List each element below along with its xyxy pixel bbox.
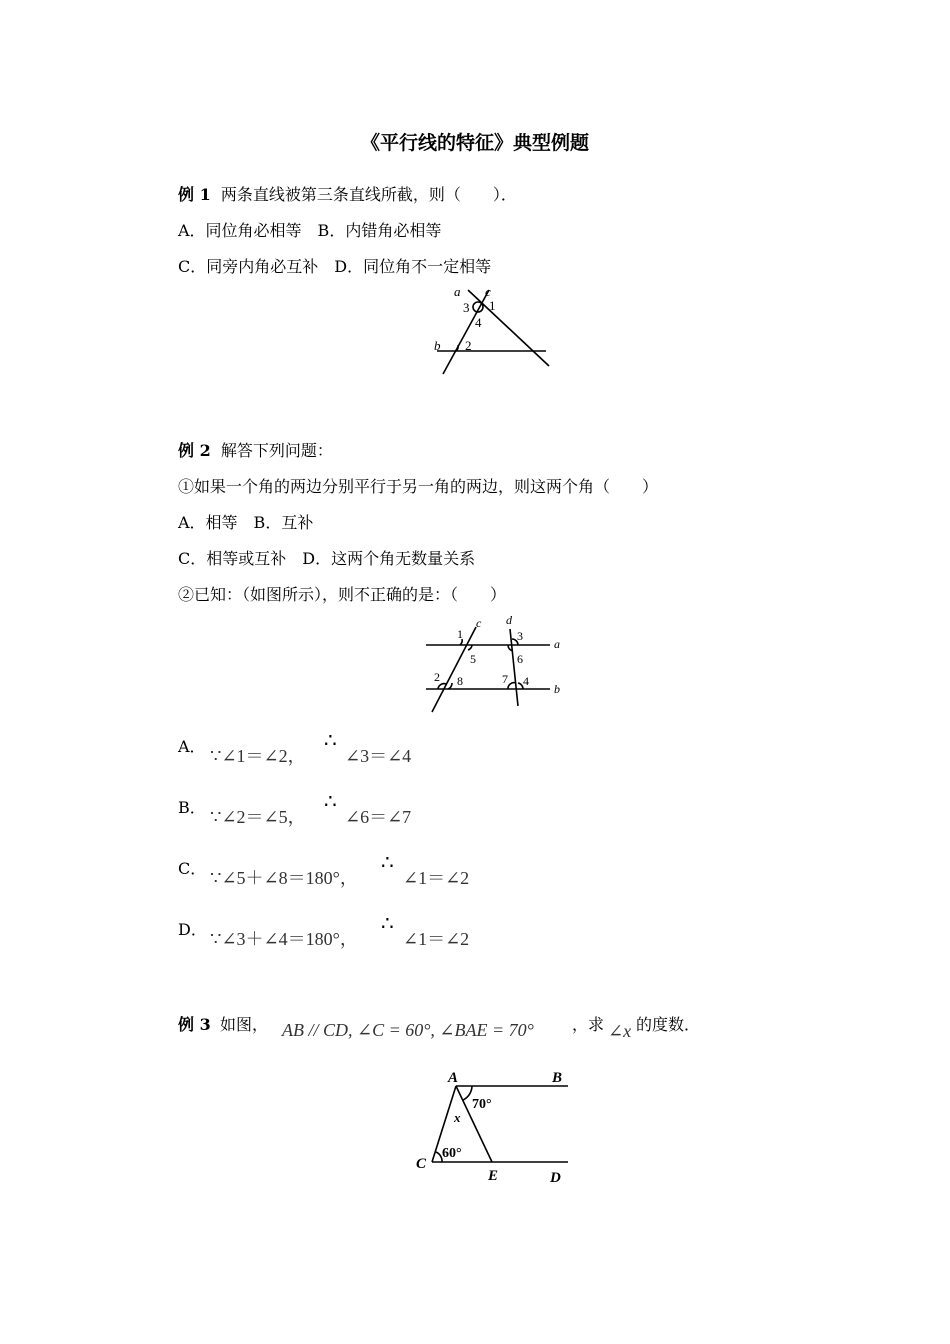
choice-because: ∵∠5＋∠8＝180°，	[210, 868, 358, 888]
fig2-label-8: 8	[457, 674, 463, 688]
angle-mark-8	[448, 683, 452, 689]
fig3-label-x: x	[454, 1110, 461, 1125]
ex1-options-cd: C．同旁内角必互补 D．同位角不一定相等	[178, 257, 492, 276]
fig2-label-c: c	[476, 616, 482, 630]
fig1-label-1: 1	[489, 298, 496, 313]
choice-letter: D．	[178, 920, 207, 939]
ex3-target: ∠x	[608, 1021, 632, 1041]
fig2-label-6: 6	[517, 652, 523, 666]
ex1-figure	[428, 284, 558, 380]
ex2-label: 例 2	[178, 441, 211, 460]
fig1-label-2: 2	[465, 338, 472, 353]
ex3-mid: ，求	[572, 1015, 605, 1034]
fig3-angle-70: 70°	[472, 1097, 492, 1112]
fig3-label-B: B	[552, 1070, 563, 1086]
fig2-label-d: d	[506, 613, 512, 627]
fig1-label-b: b	[434, 338, 441, 353]
page-title: 《平行线的特征》典型例题	[360, 132, 589, 154]
fig3-label-D: D	[550, 1170, 561, 1186]
ex2-choice-b	[178, 789, 478, 831]
fig1-label-a: a	[454, 284, 461, 299]
fig2-label-5: 5	[470, 652, 476, 666]
choice-because: ∵∠2＝∠5，	[210, 807, 306, 827]
fig2-label-b: b	[554, 682, 560, 696]
ex1-question-line	[178, 182, 517, 205]
ex2-figure	[422, 613, 572, 715]
ex2-q1-options-cd: C．相等或互补 D．这两个角无数量关系	[178, 549, 476, 568]
choice-result: ∠6＝∠7	[345, 807, 412, 827]
ex3-intro: 如图，	[220, 1015, 269, 1034]
ex2-choice-a	[178, 728, 478, 770]
therefore-symbol: ∴	[324, 728, 337, 752]
ex3-question-line	[178, 1010, 738, 1044]
therefore-symbol: ∴	[381, 911, 394, 935]
ex3-end: 的度数．	[636, 1015, 701, 1034]
fig3-label-C: C	[416, 1156, 427, 1172]
fig1-label-c: c	[485, 284, 491, 299]
angle-mark-7	[508, 683, 516, 689]
choice-result: ∠1＝∠2	[403, 929, 470, 949]
therefore-symbol: ∴	[381, 850, 394, 874]
therefore-symbol: ∴	[324, 789, 337, 813]
fig1-label-3: 3	[463, 300, 470, 315]
fig1-label-4: 4	[475, 315, 482, 330]
fig3-angle-60: 60°	[442, 1146, 462, 1161]
ex2-choice-c	[178, 850, 498, 892]
ex2-choice-d	[178, 911, 498, 953]
ex1-question: 两条直线被第三条直线所截，则（ ）．	[220, 185, 517, 204]
fig3-label-A: A	[448, 1070, 459, 1086]
fig2-label-a: a	[554, 637, 560, 651]
fig2-label-7: 7	[502, 672, 508, 686]
choice-because: ∵∠1＝∠2，	[210, 746, 306, 766]
choice-result: ∠3＝∠4	[345, 746, 412, 766]
ex3-figure	[410, 1062, 580, 1190]
choice-letter: C．	[178, 859, 207, 878]
ex2-intro: 解答下列问题：	[220, 441, 333, 460]
fig2-label-4: 4	[523, 674, 529, 688]
fig2-label-2: 2	[434, 670, 440, 684]
ex2-q1-options-ab: A．相等 B．互补	[178, 513, 314, 532]
ex3-label: 例 3	[178, 1015, 211, 1034]
ex2-q1: ①如果一个角的两边分别平行于另一角的两边，则这两个角（ ）	[178, 477, 659, 496]
choice-result: ∠1＝∠2	[403, 868, 470, 888]
choice-because: ∵∠3＋∠4＝180°，	[210, 929, 358, 949]
ex2-intro-line	[178, 438, 333, 461]
ex3-condition: AB // CD, ∠C = 60°, ∠BAE = 70°	[282, 1020, 534, 1040]
fig3-label-E: E	[488, 1168, 499, 1184]
ex1-label: 例 1	[178, 185, 211, 204]
choice-letter: B．	[178, 798, 206, 817]
fig2-label-3: 3	[517, 629, 523, 643]
ex1-options-ab: A．同位角必相等 B．内错角必相等	[178, 221, 442, 240]
ex2-q2: ②已知：（如图所示），则不正确的是：（ ）	[178, 585, 507, 604]
choice-letter: A．	[178, 737, 206, 756]
angle-mark-70	[463, 1086, 472, 1100]
fig2-label-1: 1	[457, 627, 463, 641]
